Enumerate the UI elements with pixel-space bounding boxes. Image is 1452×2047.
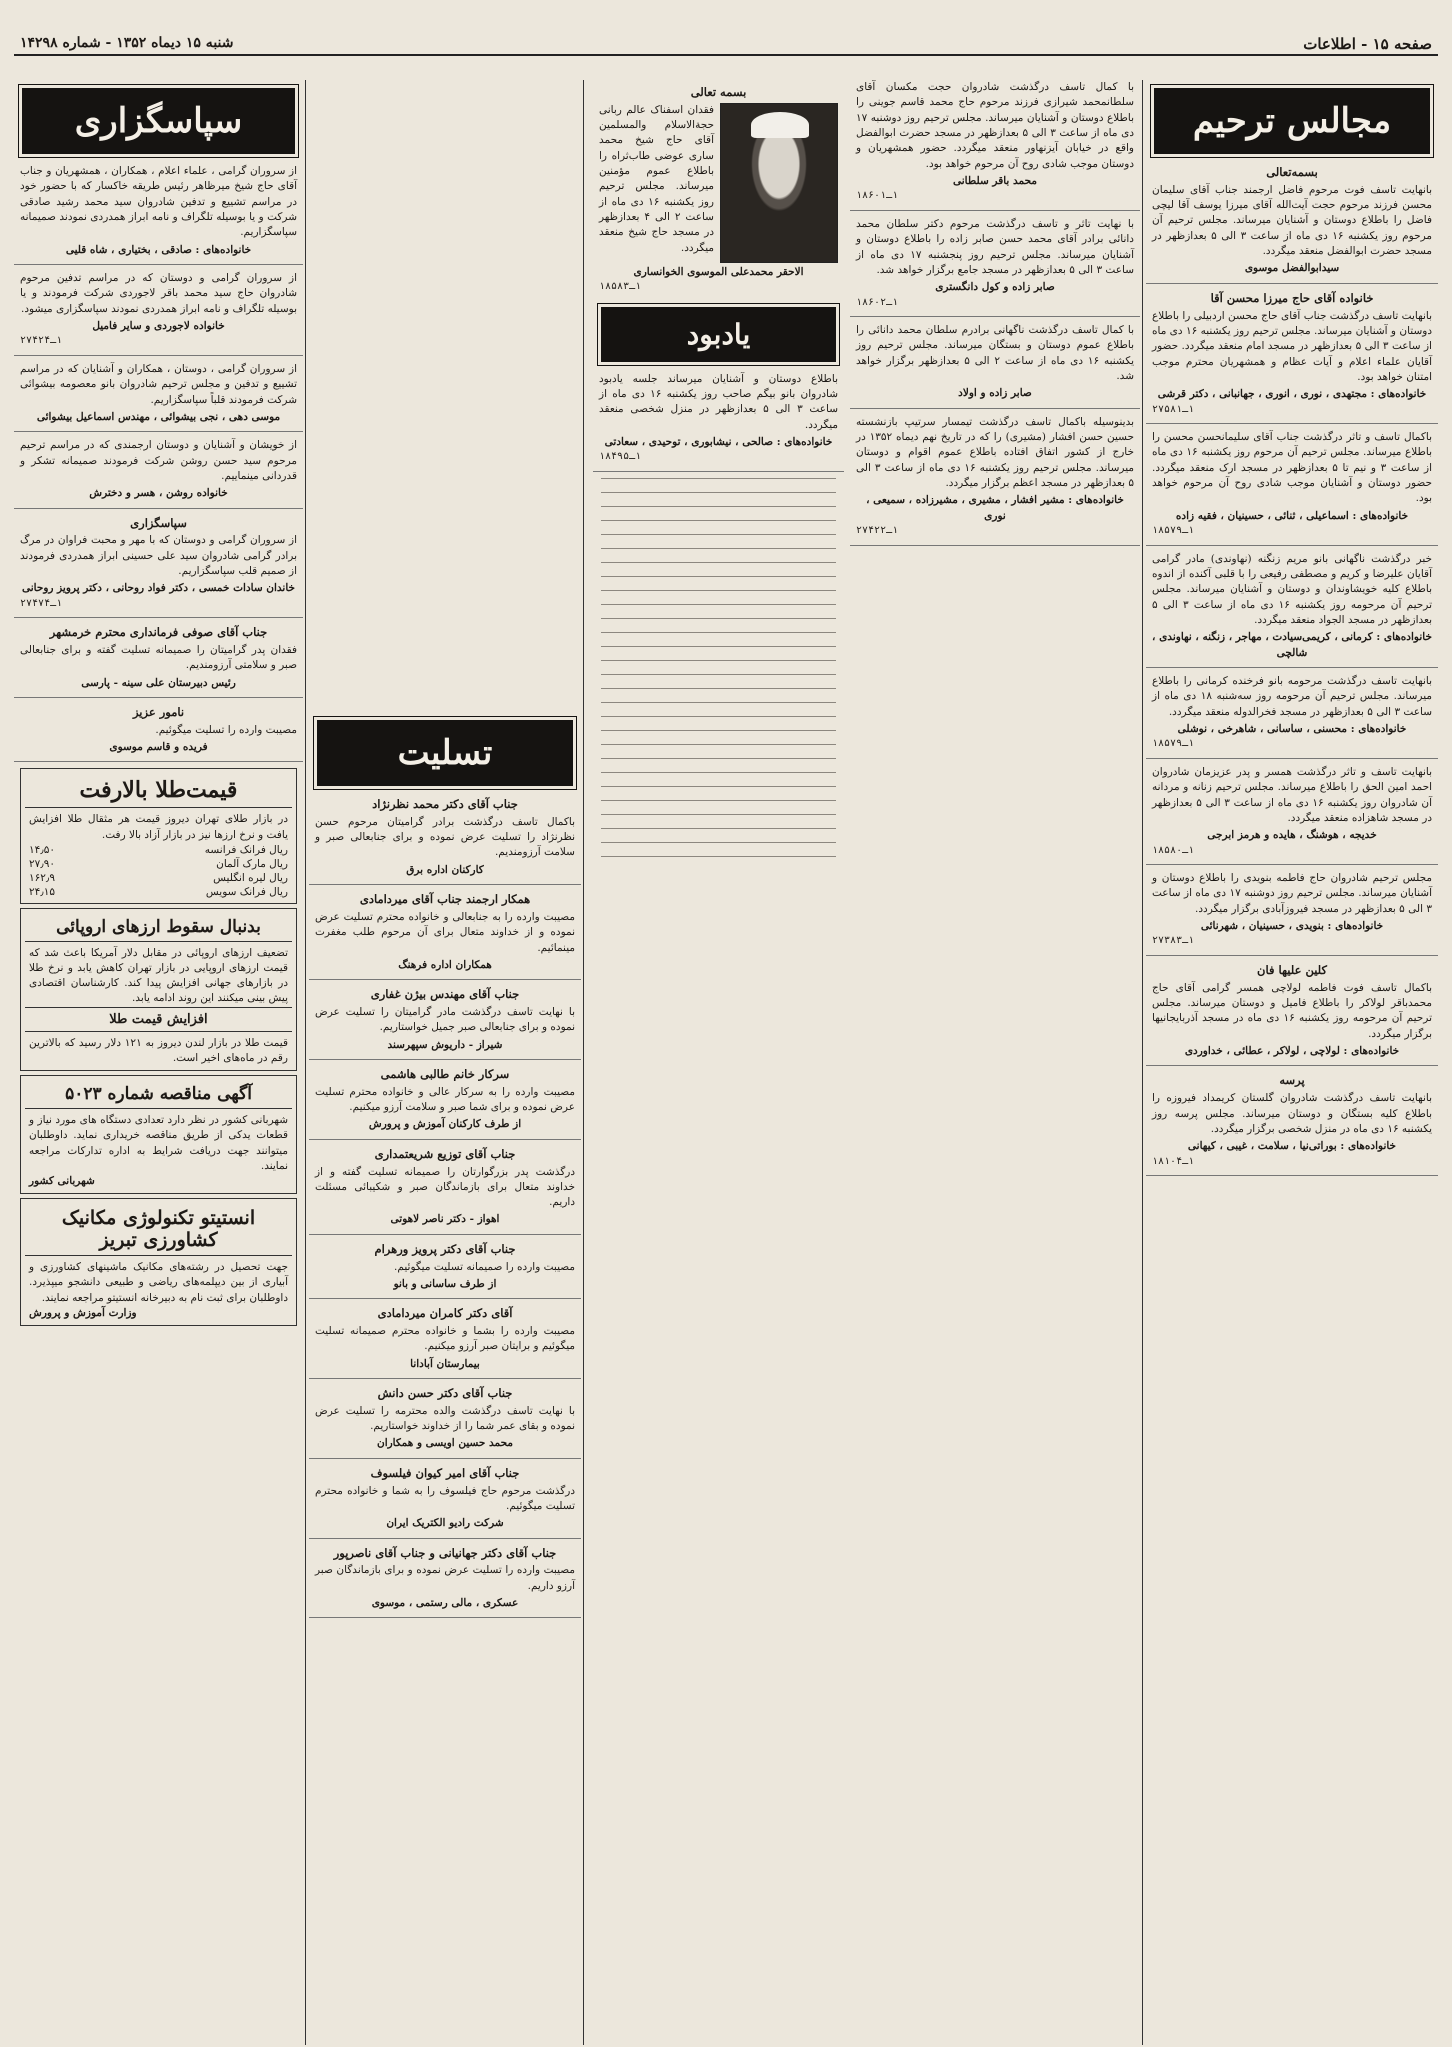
notice — [1146, 164, 1438, 284]
notice-code: ۱ـ۲۷۴۲۴ — [20, 335, 63, 347]
notice — [14, 515, 303, 619]
notice-title: آقای دکتر کامران میردامادی — [377, 1306, 513, 1321]
price-label: ریال مارک آلمان — [216, 857, 288, 870]
notice-body: با نهایت تاسف درگذشت والده محترمه را تسلیت عرض نموده و بقای عمر شما را از خداوند خواستاریم. — [315, 1404, 575, 1433]
institute-title: انستیتو تکنولوژی مکانیک کشاورزی تبریز — [25, 1203, 292, 1256]
notice-title: کلین علیها فان — [1257, 963, 1327, 977]
notice-body: با کمال تاسف درگذشت ناگهانی برادرم سلطان محمد دانائی را باطلاع عموم دوستان و بستگان میرساند. مجلس ترحیم روز یکشنبه ۱۶ دی ماه از ساعت ۲ الی ۵ بعدازظهر برگزار خواهد شد. — [856, 324, 1134, 383]
notice-title: نامور عزیز — [132, 704, 185, 719]
notice — [309, 1545, 581, 1619]
notice — [1146, 674, 1438, 759]
notice — [850, 80, 1140, 211]
notice-signature: خانواده‌های : صادقی ، بختیاری ، شاه قلیی — [65, 243, 252, 256]
notice — [309, 1385, 581, 1459]
column-rule — [305, 80, 306, 2045]
column-notices-b — [587, 80, 1140, 2045]
notice — [14, 164, 303, 265]
notice-body: باکمال تاسف و تاثر درگذشت جناب آقای سلیمانحسن محسن را باطلاع میرساند. مجلس ترحیم آن مرحوم روز یکشنبه ۱۶ دی ماه از ساعت ۳ و نیم تا ۵ بعدازظهر در مسجد ارک منعقد میگردد. حضور دوستان و آشنایان موجب شادی روح آن مرحوم خواهد بود. — [1152, 431, 1432, 505]
notice-signature: موسی دهی ، نجی بیشوائی ، مهندس اسماعیل بیشوائی — [36, 410, 281, 423]
notice — [309, 891, 581, 980]
notice — [309, 986, 581, 1060]
notice — [14, 362, 303, 432]
notice-signature: از طرف ساسانی و بانو — [393, 1277, 497, 1290]
notice — [1146, 430, 1438, 546]
tender-signature: شهربانی کشور — [29, 1175, 95, 1188]
notice-signature: شرکت رادیو الکتریک ایران — [386, 1517, 504, 1530]
price-row — [25, 857, 292, 871]
notice-code: ۱ـ۱۸۶۰۱ — [856, 190, 899, 202]
notice-title: پرسه — [1279, 1073, 1305, 1088]
article-text: تضعیف ارزهای اروپائی در مقابل دلار آمریکا باعث شد که قیمت ارزهای اروپایی در بازار تهران کاهش یابد و نرخ طلا در بازارهای جهانی افزایش پیدا کند. کارشناسان اقتصادی پیش بینی میکنند این روند ادامه یابد. — [29, 946, 288, 1005]
price-value: ۲۷٫۹۰ — [29, 857, 55, 870]
column-majales-tarhim — [1146, 80, 1438, 2045]
price-label: ریال لیره انگلیس — [213, 871, 288, 884]
notice-title: جناب آقای مهندس بیژن غفاری — [370, 987, 520, 1002]
notice-code: ۱ـ۱۸۵۸۳ — [599, 281, 642, 293]
notice — [309, 1305, 581, 1379]
masthead — [14, 30, 1438, 56]
notice-title: همکار ارجمند جناب آقای میردامادی — [359, 892, 531, 907]
notice-body: بانهایت تاسف و تاثر درگذشت همسر و پدر عزیزمان شادروان احمد امین الحق را باطلاع میرساند. مجلس ترحیم زنانه و مردانه آن شادروان روز یکشنبه ۱۶ دی ماه از ساعت ۳ الی ۵ بعدازظهر در مسجد شاهزاده منعقد میگردد. — [1152, 765, 1433, 824]
notice-body: فقدان اسفناک عالم ربانی حجةالاسلام والمسلمین آقای حاج شیخ محمد ساری عوضی طاب‌ثراه را باطلاع عموم مؤمنین میرساند. مجلس ترحیم روز یکشنبه ۱۶ دی ماه از ساعت ۲ الی ۴ بعدازظهر در مسجد حاج شیخ منعقد میگردد. — [599, 103, 714, 254]
notice-body: مصیبت وارده را تسلیت میگوئیم. — [155, 723, 297, 736]
currency-article — [20, 908, 297, 1071]
notice — [309, 1241, 581, 1299]
notice — [14, 624, 303, 698]
article-title: بدنبال سقوط ارزهای اروپائی — [25, 913, 292, 942]
notice-list — [850, 80, 1140, 866]
article-text: قیمت طلا در بازار لندن دیروز به ۱۲۱ دلار رسید که بالاترین رقم در ماه‌های اخیر است. — [29, 1036, 288, 1064]
notice-body: بانهایت تاسف درگذشت مرحومه بانو فرخنده کرمانی را باطلاع میرساند. مجلس ترحیم آن مرحومه روز سه‌شنبه ۱۸ دی ماه از ساعت ۳ الی ۵ بعدازظهر در مسجد فخرالدوله منعقد میگردد. — [1152, 674, 1432, 718]
notice-signature: عسکری ، مالی رستمی ، موسوی — [371, 1596, 519, 1609]
gold-price-title: قیمت‌طلا بالارفت — [25, 773, 292, 808]
notice-code: ۱ـ۲۷۵۸۱ — [1152, 403, 1195, 415]
notice-signature: خانواده روشن ، هسر و دخترش — [89, 487, 228, 500]
price-value: ۱۴٫۵۰ — [29, 843, 55, 856]
gold-price-box — [20, 768, 297, 903]
notice-body: باکمال تاسف فوت فاطمه لولاچی همسر گرامی آقای حاج محمدباقر لولاکر را باطلاع فامیل و دوستان میرساند. مجلس ترحیم آن مرحومه روز یکشنبه ۱۶ دی ماه در مسجد آذربایجانیها برگزار میگردد. — [1152, 981, 1432, 1040]
tender-text: شهربانی کشور در نظر دارد تعدادی دستگاه های مورد نیاز و قطعات یدکی از طریق مناقصه خریداری نماید. داوطلبان میتوانند جهت دریافت شرایط به اداره تدارکات مراجعه نمایند. — [29, 1114, 288, 1172]
notice-body: درگذشت پدر بزرگوارتان را صمیمانه تسلیت گفته و از خداوند متعال برای بازماندگان صبر و شکیبائی مسئلت داریم. — [315, 1165, 575, 1209]
column-rule — [1142, 80, 1143, 2045]
notice — [850, 217, 1140, 317]
notice-body: بدینوسیله باکمال تاسف درگذشت تیمسار سرتیپ بازنشسته حسین حسن افشار (مشیری) را که در تاریخ نهم دیماه ۱۳۵۲ در خارج از کشور اتفاق افتاده باطلاع عموم اقوام و دوستان میرساند. مجلس ترحیم روز یکشنبه ۱۶ دی ماه از ساعت ۳ الی ۵ بعدازظهر در مسجد اعظم برگزار میگردد. — [856, 415, 1135, 490]
portrait-notice — [587, 80, 850, 866]
page-label: صفحه ۱۵ - اطلاعات — [1303, 35, 1432, 53]
notice-body: خبر درگذشت ناگهانی بانو مریم زنگنه (نهاوندی) مادر گرامی آقایان علیرضا و کریم و مصطفی رفیعی را با قلبی آکنده از اندوه باطلاع کلیه خویشاوندان و دوستان و آشنایان میرساند. مجلس ترحیم آن مرحومه روز یکشنبه ۱۶ دی ماه از ساعت ۳ الی ۵ بعدازظهر در مسجد الجواد منعقد میگردد. — [1152, 552, 1432, 626]
tender-ad — [20, 1075, 297, 1194]
tender-title: آگهی مناقصه شماره ۵۰۲۳ — [25, 1080, 292, 1109]
notice-body: با نهایت تاسف درگذشت مادر گرامیتان را تسلیت عرض نموده و برای جنابعالی صبر جمیل خواستاریم. — [315, 1005, 575, 1034]
notice-body: از سروران گرامی و دوستان که با مهر و محبت فراوان در مرگ برادر گرامی شادروان سید علی حسینی ابراز همدردی فرمودند از صمیم قلب سپاسگزاریم. — [20, 534, 297, 577]
price-label: ریال فرانک سویس — [205, 885, 288, 898]
notice-signature: از طرف کارکنان آموزش و پرورش — [368, 1118, 522, 1131]
notice-signature: خانواده‌های : صالحی ، نیشابوری ، توحیدی ، سعادتی — [604, 436, 833, 449]
notice-title: بسمه‌تعالی — [1266, 165, 1318, 179]
notice — [1146, 962, 1438, 1066]
notice-code: ۱ـ۲۷۳۸۳ — [1152, 935, 1195, 947]
notice-body: از سروران گرامی ، دوستان ، همکاران و آشنایان که در مراسم تشییع و تدفین و مجلس ترحیم شادروان بانو معصومه بیشوائی شرکت فرمودند قلباً سپاسگزاریم. — [20, 362, 297, 406]
notice-title: بسمه تعالی — [690, 85, 747, 99]
price-row — [25, 843, 292, 857]
notice — [1146, 552, 1438, 668]
notice-signature: رئیس دبیرستان علی سینه - پارسی — [81, 676, 236, 689]
notice — [1146, 1072, 1438, 1176]
article-subtitle: افزایش قیمت طلا — [25, 1007, 292, 1032]
notice-code: ۱ـ۱۸۶۰۲ — [856, 296, 899, 308]
column-rule — [583, 80, 584, 2045]
notice-signature: شیراز - داریوش سپهرسند — [387, 1038, 503, 1051]
notice-code: ۱ـ۱۸۴۹۵ — [599, 451, 642, 463]
notice-body: از سروران گرامی ، علماء اعلام ، همکاران ، همشهریان و جناب آقای حاج شیخ میرظاهر رئیس طریقه خاکسار که با حضور خود در مراسم تشییع و تدفین شادروان سید محمد رشید صادقی شرکت و یا بوسیله تلگراف و نامه ابراز همدردی نمودند صمیمانه سپاسگزاریم. — [20, 165, 297, 239]
price-row — [25, 885, 292, 899]
notice-body: مجلس ترحیم شادروان حاج فاطمه بنویدی را باطلاع دوستان و آشنایان میرساند. مجلس ترحیم روز دوشنبه ۱۷ دی ماه از ساعت ۳ الی ۵ بعدازظهر در مسجد فیروزآبادی برگزار میگردد. — [1152, 872, 1432, 915]
notice — [1146, 765, 1438, 865]
notice-body: بانهایت تاسف درگذشت شادروان گلستان کریمداد فیروزه را باطلاع کلیه بستگان و دوستان میرساند. مجلس پرسه روز یکشنبه ۱۶ دی ماه در منزل شخصی برگزار میگردد. — [1152, 1092, 1432, 1135]
notice-signature: خانواده‌های : بوراتی‌نیا ، سلامت ، غیبی ، کیهانی — [1187, 1140, 1397, 1153]
gold-price-text: در بازار طلای تهران دیروز قیمت هر مثقال طلا افزایش یافت و نرخ ارزها نیز در بازار آزاد بالا رفت. — [29, 813, 288, 841]
notice-list — [309, 796, 581, 1618]
notice — [14, 271, 303, 356]
section-heading-yadbud: یادبود — [601, 307, 836, 362]
column-tasliat — [309, 80, 581, 2045]
notice-signature: خانواده‌های : اسماعیلی ، ثنائی ، حسینیان ، فقیه زاده — [1175, 509, 1409, 522]
notice-list — [1146, 164, 1438, 1176]
issue-date: شنبه ۱۵ دیماه ۱۳۵۲ - شماره ۱۴۲۹۸ — [20, 35, 234, 51]
notice — [850, 323, 1140, 409]
notice-list — [14, 164, 303, 762]
notice — [309, 1465, 581, 1539]
notice-signature: الاحقر محمدعلی الموسوی الخوانساری — [633, 265, 804, 278]
notice-body: بانهایت تاسف درگذشت جناب آقای حاج محسن اردبیلی را باطلاع دوستان و آشنایان میرساند. مجلس ترحیم روز یکشنبه ۱۶ دی ماه از ساعت ۳ الی ۵ بعدازظهر در مسجد امام منعقد میگردد. حضور آقایان علماء اعلام و آیات عظام و همشهریان محترم موجب امتنان خواهد بود. — [1152, 309, 1432, 383]
notice-code: ۱ـ۲۷۴۲۲ — [856, 525, 899, 537]
notice-title: جناب آقای دکتر پرویز ورهرام — [374, 1241, 516, 1256]
notice-body: مصیبت وارده را صمیمانه تسلیت میگوئیم. — [394, 1260, 575, 1273]
notice-body: مصیبت وارده را تسلیت عرض نموده و برای بازماندگان صبر آرزو داریم. — [315, 1564, 575, 1592]
notice-body: از خویشان و آشنایان و دوستان ارجمندی که در مراسم ترحیم مرحوم سید حسن روشن شرکت فرمودند صمیمانه تشکر و قدردانی مینماییم. — [20, 439, 297, 482]
notice — [309, 1066, 581, 1140]
notice-signature: خانواده‌های : مجتهدی ، نوری ، انوری ، جهانبانی ، دکتر قرشی — [1157, 388, 1427, 401]
notice-signature: بیمارستان آبادانا — [410, 1357, 480, 1370]
institute-ad — [20, 1198, 297, 1326]
notice-body: مصیبت وارده را به سرکار عالی و خانواده محترم تسلیت عرض نموده و برای شما صبر و سلامت آرزو میکنیم. — [315, 1085, 575, 1114]
notice — [1146, 871, 1438, 956]
notice-title: سرکار خانم طالبی هاشمی — [380, 1066, 510, 1081]
section-heading: تسلیت — [317, 720, 573, 786]
notice-signature: کارکنان اداره برق — [406, 863, 484, 876]
notice-body: باکمال تاسف درگذشت برادر گرامیتان مرحوم حسن نظرنژاد را تسلیت عرض نموده و برای جنابعالی صبر و سلامت آرزومندیم. — [315, 815, 575, 859]
notice-title: جناب آقای امیر کیوان فیلسوف — [370, 1465, 520, 1480]
section-heading: سپاسگزاری — [22, 88, 295, 154]
notice — [309, 1146, 581, 1235]
text-filler — [601, 478, 836, 858]
notice — [850, 415, 1140, 546]
price-row — [25, 871, 292, 885]
notice-signature: فریده و قاسم موسوی — [109, 741, 208, 754]
portrait-photo — [720, 103, 838, 263]
institute-signature: وزارت آموزش و پرورش — [29, 1306, 137, 1319]
notice-signature: خانواده‌های : کرمانی ، کریمی‌سیادت ، مهاجر ، زنگنه ، نهاوندی ، شالچی — [1152, 631, 1432, 659]
notice-signature: خانواده‌های : مشیر افشار ، مشیری ، مشیرزاده ، سمیعی ، نوری — [866, 494, 1124, 522]
notice-signature: سیدابوالفضل موسوی — [1244, 262, 1340, 275]
column-sepasgozari — [14, 80, 303, 2045]
notice-signature: همکاران اداره فرهنگ — [398, 958, 492, 971]
notice-title: جناب آقای دکتر محمد نظرنژاد — [372, 797, 518, 811]
notice-title: جناب آقای دکتر حسن دانش — [377, 1386, 513, 1401]
notice-signature: محمد باقر سلطانی — [953, 174, 1037, 187]
notice-body: بانهایت تاسف فوت مرحوم فاضل ارجمند جناب آقای سلیمان محسن فرزند مرحوم حجت آیت‌الله آقای میرزا یوسف آقا لیچی فاضل را باطلاع دوستان و آشنایان میرساند. مجلس ترحیم آن مرحوم روز یکشنبه ۱۶ دی ماه از ساعت ۳ الی ۵ بعدازظهر در مسجد حضرت ابوالفضل منعقد میگردد. — [1152, 183, 1433, 258]
notice-title: سپاسگزاری — [130, 515, 187, 530]
notice-title: جناب آقای توزیع شریعتمداری — [374, 1146, 516, 1161]
notice-code: ۱ـ۲۷۴۷۴ — [20, 597, 63, 609]
notice — [1146, 290, 1438, 424]
notice-body: فقدان پدر گرامیتان را صمیمانه تسلیت گفته و برای جنابعالی صبر و سلامتی آرزومندیم. — [20, 643, 297, 672]
notice-signature: اهواز - دکتر ناصر لاهوتی — [390, 1213, 500, 1226]
notice-code: ۱ـ۱۸۵۷۹ — [1152, 738, 1195, 750]
notice — [14, 704, 303, 762]
price-list — [25, 843, 292, 899]
notice-title: جناب آقای صوفی فرمانداری محترم خرمشهر — [49, 625, 268, 640]
portrait-notice-text — [593, 84, 844, 301]
notice-signature: خدیجه ، هوشنگ ، هایده و هرمز ابرجی — [1207, 829, 1377, 842]
notice-signature: صابر زاده و کول دانگستری — [935, 281, 1055, 294]
notice-signature: خانواده لاجوردی و سایر فامیل — [92, 319, 225, 332]
notice-signature: خانواده‌های : لولاچی ، لولاکر ، عطائی ، خداوردی — [1184, 1045, 1400, 1058]
notice-signature: خانواده‌های : بنویدی ، حسینیان ، شهرنائی — [1200, 920, 1384, 933]
notice — [14, 438, 303, 508]
notice-body: مصیبت وارده را بشما و خانواده محترم صمیمانه تسلیت میگوئیم و برایتان صبر آرزو میکنیم. — [315, 1325, 575, 1353]
institute-text: جهت تحصیل در رشته‌های مکانیک ماشینهای کشاورزی و آبیاری از بین دیپلمه‌های ریاضی و طبیعی دانشجو میپذیرد. داوطلبان برای ثبت نام به دبیرخانه انستیتو مراجعه نمایند. — [29, 1261, 288, 1304]
section-heading: مجالس ترحیم — [1154, 88, 1430, 154]
notice-code: ۱ـ۱۸۵۷۹ — [1152, 525, 1195, 537]
notice-signature: خانواده‌های : محسنی ، ساسانی ، شاهرخی ، نوشلی — [1177, 722, 1407, 735]
notice-body: درگذشت مرحوم حاج فیلسوف را به شما و خانواده محترم تسلیت میگوئیم. — [315, 1484, 575, 1512]
notice-signature: محمد حسین اویسی و همکاران — [376, 1437, 514, 1450]
price-value: ۱۶۲٫۹ — [29, 871, 55, 884]
notice-code: ۱ـ۱۸۵۸۰ — [1152, 844, 1195, 856]
notice-body: باطلاع دوستان و آشنایان میرساند جلسه یادبود شادروان بانو بیگم صاحب روز یکشنبه ۱۶ دی ماه از ساعت ۳ الی ۵ بعدازظهر در منزل شخصی منعقد میگردد. — [599, 372, 838, 431]
notice-body: مصیبت وارده را به جنابعالی و خانواده محترم تسلیت عرض نموده و از خداوند متعال برای آن مرحوم طلب مغفرت مینمائیم. — [315, 910, 575, 954]
yadbud-notice — [593, 372, 844, 472]
notice-body: با نهایت تاثر و تاسف درگذشت مرحوم دکتر سلطان محمد دانائی برادر آقای محمد حسن صابر زاده را باطلاع دوستان و آشنایان میرساند. مجلس ترحیم روز پنجشنبه ۱۷ دی ماه از ساعت ۳ الی ۵ بعدازظهر در مسجد جامع برگزار خواهد شد. — [856, 217, 1134, 276]
notice-signature: خاندان سادات خمسی ، دکتر فواد روحانی ، دکتر پرویز روحانی — [21, 582, 296, 595]
notice-body: از سروران گرامی و دوستان که در مراسم تدفین مرحوم شادروان حاج سید محمد باقر لاجوردی شرکت فرمودند و یا بوسیله تلگراف و نامه ابراز همدردی نمودند سپاسگزاری میشود. — [20, 271, 297, 315]
notice-title: خانواده آقای حاج میرزا محسن آقا — [1210, 290, 1374, 305]
notice-title: جناب آقای دکتر جهانیانی و جناب آقای ناصرپور — [333, 1545, 557, 1560]
price-value: ۲۴٫۱۵ — [29, 885, 55, 898]
price-label: ریال فرانک فرانسه — [204, 843, 288, 856]
notice — [309, 796, 581, 885]
notice-body: با کمال تاسف درگذشت شادروان حجت مکسان آقای سلطانمحمد شیرازی فرزند مرحوم حاج محمد قاسم جوینی را باطلاع دوستان و آشنایان میرساند. مجلس ترحیم روز دوشنبه ۱۷ دی ماه از ساعت ۳ الی ۵ بعدازظهر در مسجد حضرت ابوالفضل واقع در خیابان آیزنهاور منعقد میگردد. حضور همشهریان و دوستان موجب شادی روح آن مرحوم خواهد بود. — [856, 81, 1134, 170]
notice-signature: صابر زاده و اولاد — [958, 387, 1032, 400]
notice-code: ۱ـ۱۸۱۰۴ — [1152, 1155, 1195, 1167]
